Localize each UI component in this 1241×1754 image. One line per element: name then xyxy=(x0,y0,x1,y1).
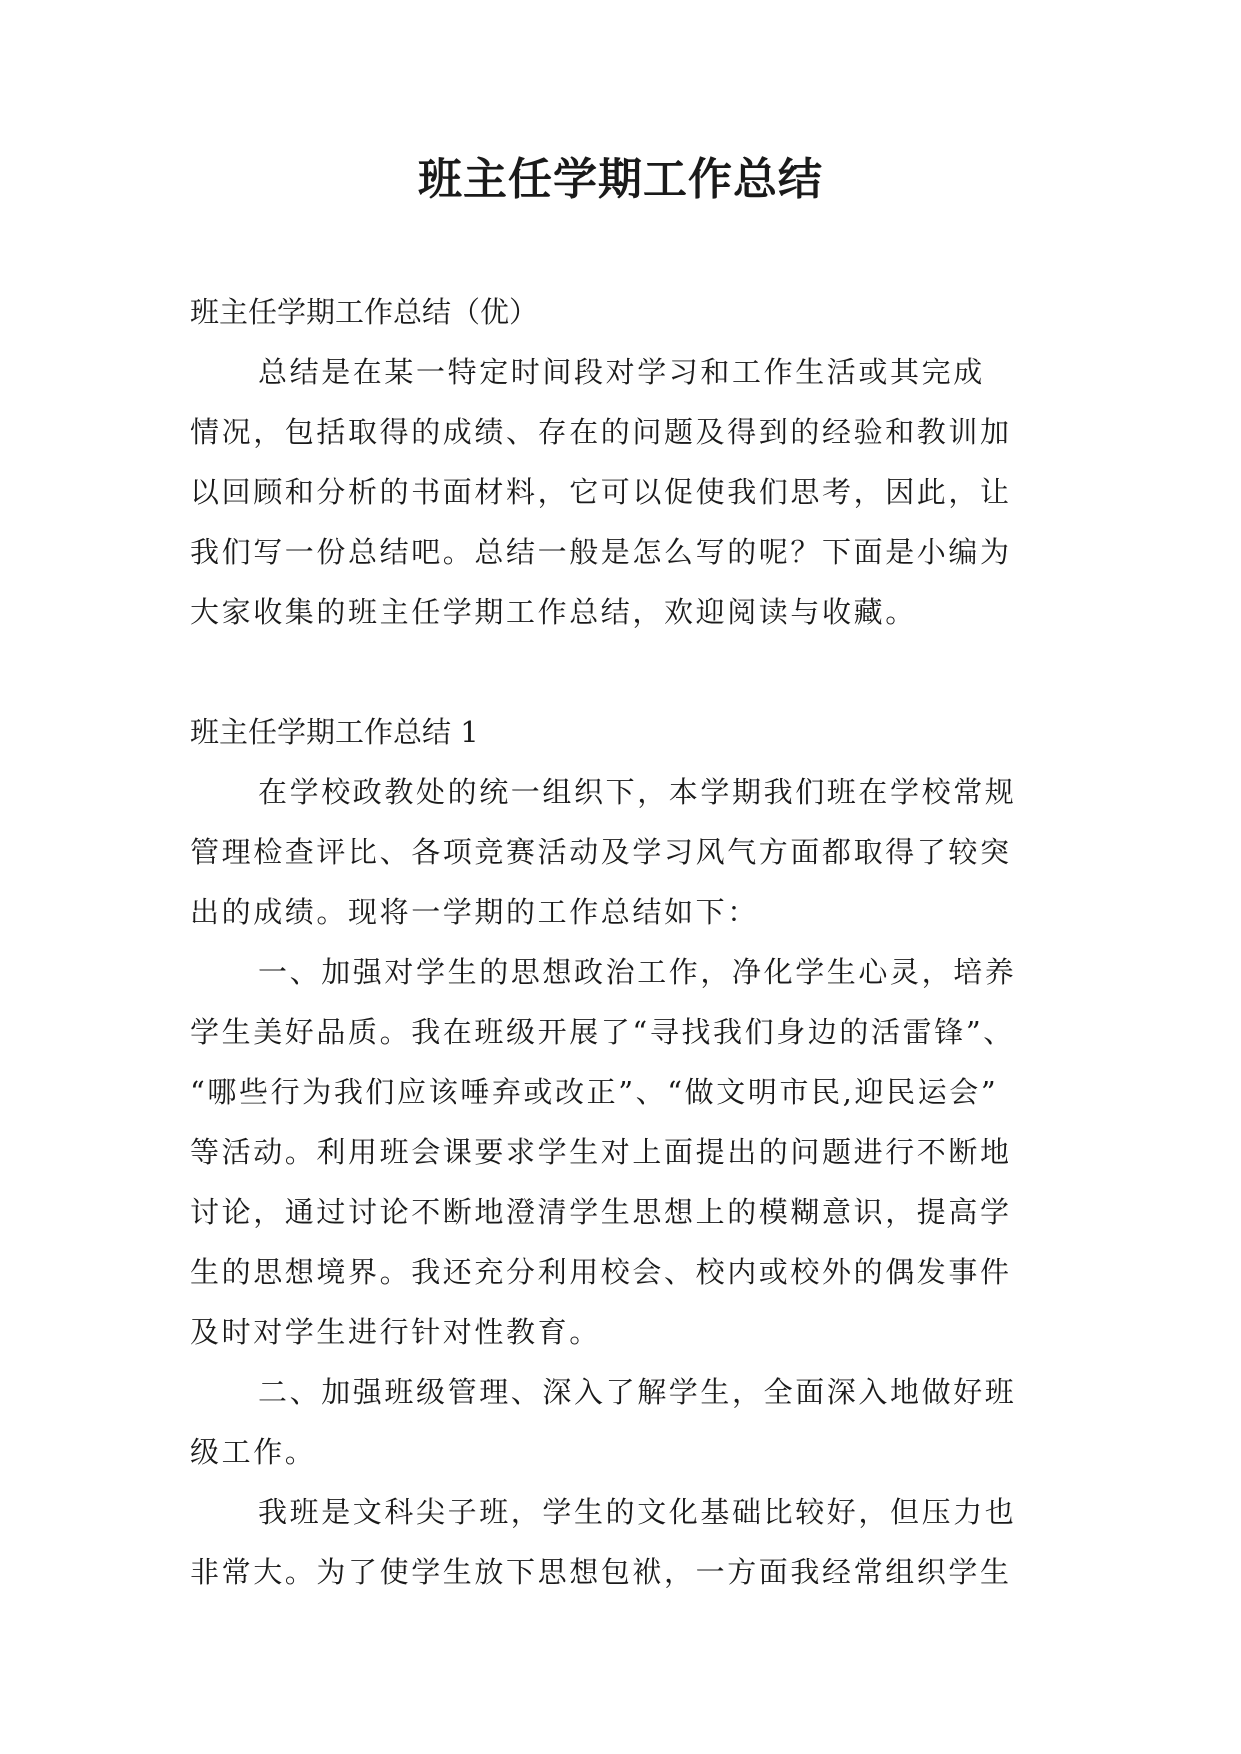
paragraph-line: 二、加强班级管理、深入了解学生，全面深入地做好班 xyxy=(258,1375,1017,1409)
paragraph-line: 情况，包括取得的成绩、存在的问题及得到的经验和教训加 xyxy=(190,415,1012,449)
paragraph-line: 生的思想境界。我还充分利用校会、校内或校外的偶发事件 xyxy=(190,1255,1012,1289)
section-spacer xyxy=(190,642,1050,702)
body-paragraph xyxy=(190,1362,1050,1482)
paragraph-line: 讨论，通过讨论不断地澄清学生思想上的模糊意识，提高学 xyxy=(190,1195,1012,1229)
document-title: 班主任学期工作总结 xyxy=(418,154,823,205)
section-heading: 班主任学期工作总结 1 xyxy=(190,715,479,749)
paragraph-line: 学生美好品质。我在班级开展了“寻找我们身边的活雷锋”、 xyxy=(190,1015,1015,1049)
paragraph-line: 大家收集的班主任学期工作总结，欢迎阅读与收藏。 xyxy=(190,595,917,629)
intro-paragraph xyxy=(190,342,1050,642)
paragraph-line: 总结是在某一特定时间段对学习和工作生活或其完成 xyxy=(258,355,985,389)
intro-heading: 班主任学期工作总结（优） xyxy=(190,295,539,329)
paragraph-line: 我班是文科尖子班，学生的文化基础比较好，但压力也 xyxy=(258,1495,1017,1529)
paragraph-line: 非常大。为了使学生放下思想包袱，一方面我经常组织学生 xyxy=(190,1555,1012,1589)
body-paragraph xyxy=(190,1482,1050,1602)
paragraph-line: 出的成绩。现将一学期的工作总结如下： xyxy=(190,895,759,929)
paragraph-line: 在学校政教处的统一组织下，本学期我们班在学校常规 xyxy=(258,775,1017,809)
paragraph-line: 以回顾和分析的书面材料，它可以促使我们思考，因此，让 xyxy=(190,475,1012,509)
body-paragraph xyxy=(190,942,1050,1362)
paragraph-line: 一、加强对学生的思想政治工作，净化学生心灵，培养 xyxy=(258,955,1017,989)
paragraph-line: “哪些行为我们应该唾弃或改正”、“做文明市民,迎民运会” xyxy=(190,1075,999,1109)
paragraph-line: 我们写一份总结吧。总结一般是怎么写的呢？下面是小编为 xyxy=(190,535,1012,569)
body-paragraph xyxy=(190,762,1050,942)
paragraph-line: 等活动。利用班会课要求学生对上面提出的问题进行不断地 xyxy=(190,1135,1012,1169)
document-body xyxy=(190,282,1050,1602)
paragraph-line: 及时对学生进行针对性教育。 xyxy=(190,1315,601,1349)
paragraph-line: 级工作。 xyxy=(190,1435,317,1469)
paragraph-line: 管理检查评比、各项竞赛活动及学习风气方面都取得了较突 xyxy=(190,835,1012,869)
